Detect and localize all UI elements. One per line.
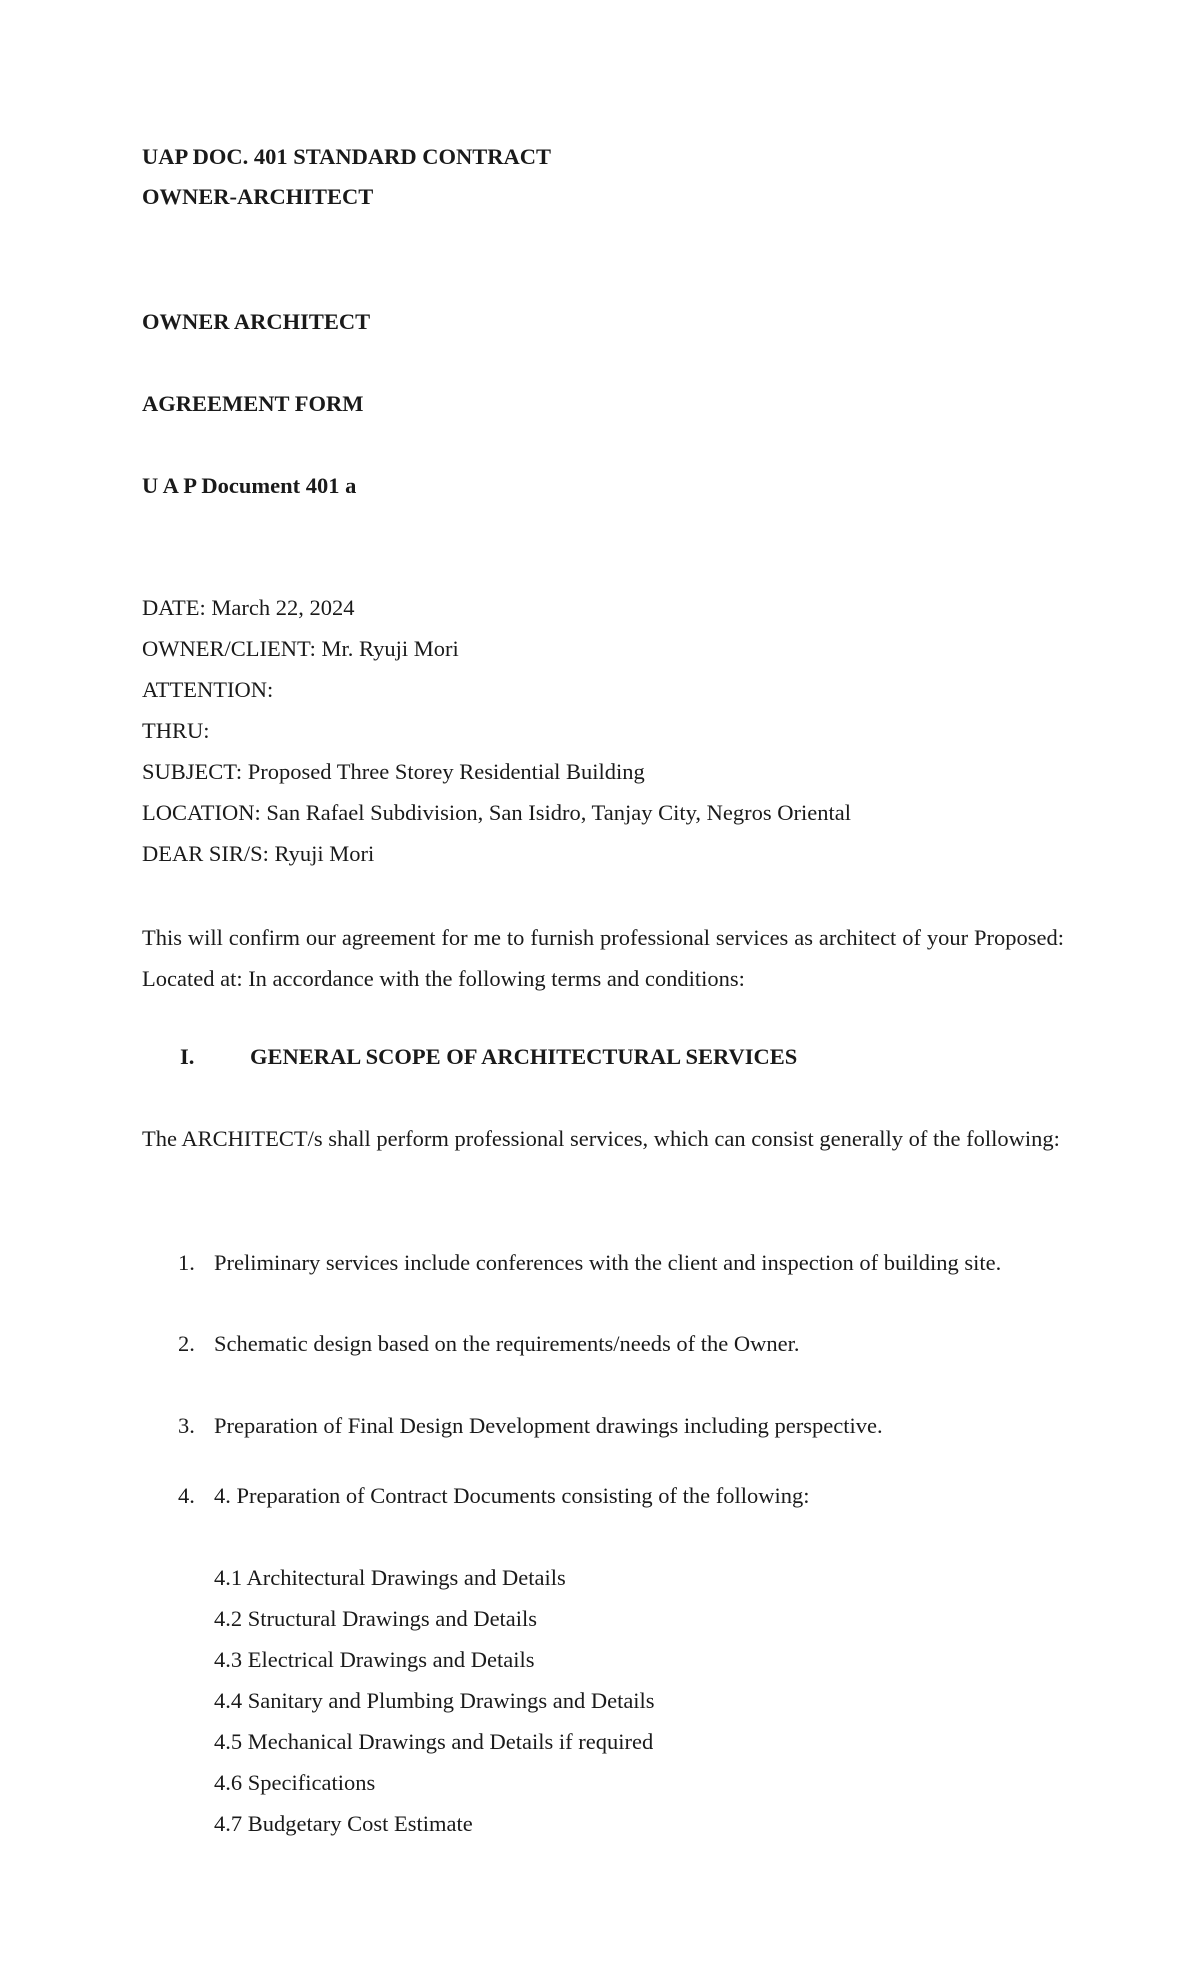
list-item-number: 1. xyxy=(178,1250,195,1275)
list-item-number: 4. xyxy=(178,1483,195,1508)
title-document-id: U A P Document 401 a xyxy=(142,473,357,498)
detail-subject: SUBJECT: Proposed Three Storey Residential Building xyxy=(142,759,645,784)
list-item-number: 2. xyxy=(178,1331,195,1356)
list-item-number: 3. xyxy=(178,1413,195,1438)
header-line-1: UAP DOC. 401 STANDARD CONTRACT xyxy=(142,144,551,169)
list-item-text: Schematic design based on the requirements/needs of the Owner. xyxy=(214,1331,800,1356)
section-number: I. xyxy=(180,1044,195,1069)
sub-list-item: 4.2 Structural Drawings and Details xyxy=(214,1606,538,1631)
sub-list-item: 4.4 Sanitary and Plumbing Drawings and Details xyxy=(214,1688,655,1713)
detail-date: DATE: March 22, 2024 xyxy=(142,595,355,620)
detail-dear: DEAR SIR/S: Ryuji Mori xyxy=(142,841,375,866)
detail-location: LOCATION: San Rafael Subdivision, San Isidro, Tanjay City, Negros Oriental xyxy=(142,800,851,825)
title-owner-architect: OWNER ARCHITECT xyxy=(142,309,371,334)
detail-attention: ATTENTION: xyxy=(142,677,274,702)
sub-list-item: 4.5 Mechanical Drawings and Details if required xyxy=(214,1729,654,1754)
detail-owner-client: OWNER/CLIENT: Mr. Ryuji Mori xyxy=(142,636,459,661)
intro-paragraph: This will confirm our agreement for me to furnish professional services as architect of your Proposed: Located at: In accordance with the following terms and conditions: xyxy=(142,925,1064,991)
header-line-2: OWNER-ARCHITECT xyxy=(142,184,374,209)
list-item-text: 4. Preparation of Contract Documents consisting of the following: xyxy=(214,1483,810,1508)
section-paragraph: The ARCHITECT/s shall perform professional services, which can consist generally of the following: xyxy=(142,1126,1060,1151)
title-agreement-form: AGREEMENT FORM xyxy=(142,391,364,416)
section-title: GENERAL SCOPE OF ARCHITECTURAL SERVICES xyxy=(250,1044,798,1069)
sub-list-item: 4.6 Specifications xyxy=(214,1770,376,1795)
sub-list-item: 4.3 Electrical Drawings and Details xyxy=(214,1647,535,1672)
list-item-text: Preparation of Final Design Development drawings including perspective. xyxy=(214,1413,883,1438)
sub-list-item: 4.7 Budgetary Cost Estimate xyxy=(214,1811,473,1836)
detail-thru: THRU: xyxy=(142,718,210,743)
sub-list-item: 4.1 Architectural Drawings and Details xyxy=(214,1565,566,1590)
list-item-text: Preliminary services include conferences with the client and inspection of building site. xyxy=(214,1250,1002,1275)
